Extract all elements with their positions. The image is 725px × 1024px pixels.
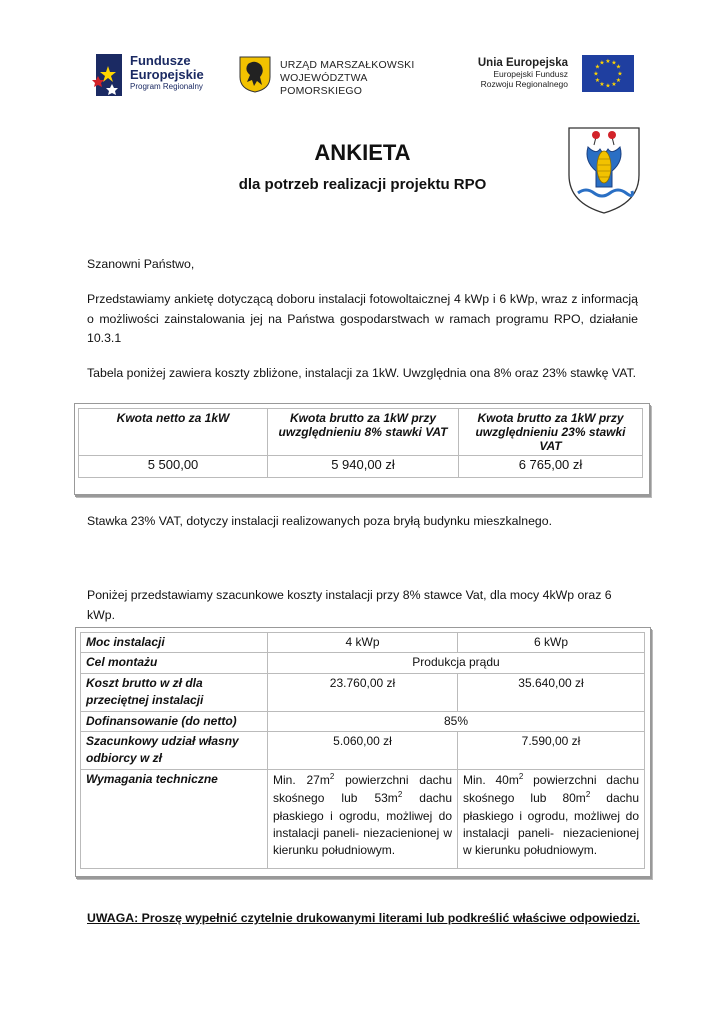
- wymagania-4-value: [268, 769, 458, 868]
- cel-label: Cel montażu: [81, 653, 268, 673]
- svg-text:★: ★: [594, 77, 601, 84]
- dofinansowanie-label: Dofinansowanie (do netto): [81, 711, 268, 731]
- wym6-part-a: Min. 40m: [463, 772, 519, 787]
- municipal-crest-icon: [566, 125, 642, 215]
- moc-4-value: 4 kWp: [268, 633, 458, 653]
- koszt-4-value: 23.760,00 zł: [268, 673, 458, 711]
- svg-text:★: ★: [593, 70, 599, 78]
- udzial-6-value: 7.590,00 zł: [458, 731, 645, 769]
- page-subtitle: dla potrzeb realizacji projektu RPO: [238, 176, 487, 193]
- uwaga-notice: UWAGA: Proszę wypełnić czytelnie drukowanymi literami lub podkreślić właściwe odpowiedzi.: [87, 911, 640, 925]
- table1-header-brutto-8: Kwota brutto za 1kW przy uwzględnieniu 8% stawki VAT: [268, 409, 459, 456]
- ue-logo-line2: Europejski Fundusz: [493, 69, 568, 80]
- wym6-sup-1: 2: [518, 771, 524, 781]
- moc-label: Moc instalacji: [81, 633, 268, 653]
- vat-cost-table: [74, 403, 650, 495]
- urzad-marszalkowski-logo: [238, 55, 448, 98]
- koszt-6-value: 35.640,00 zł: [458, 673, 645, 711]
- eu-flag-icon: [582, 55, 634, 92]
- greeting: Szanowni Państwo,: [87, 257, 195, 271]
- table1-value-brutto-8: 5 940,00 zł: [268, 456, 459, 478]
- table1-note: Tabela poniżej zawiera koszty zbliżone, instalacji za 1kW. Uwzględnia ona 8% oraz 23% stawkę VAT.: [87, 366, 637, 380]
- ue-logo-line3: Rozwoju Regionalnego: [480, 78, 568, 89]
- wym6-sup-2: 2: [585, 790, 591, 800]
- wym4-part-c: dachu płaskiego i ogrodu, możliwej do instalacji paneli- niezacienionej w kierunku południowym.: [273, 791, 452, 858]
- table-row: [81, 653, 645, 673]
- fe-logo-line3: Program Regionalny: [130, 82, 203, 92]
- svg-text:★: ★: [605, 82, 611, 90]
- um-logo-line2: WOJEWÓDZTWA POMORSKIEGO: [280, 72, 367, 98]
- wymagania-label: Wymagania techniczne: [81, 769, 268, 868]
- wym4-sup-1: 2: [329, 771, 335, 781]
- fe-logo-line1: Fundusze: [130, 53, 191, 68]
- svg-text:★: ★: [615, 63, 622, 71]
- wym4-part-a: Min. 27m: [273, 772, 330, 787]
- wym4-sup-2: 2: [397, 790, 403, 800]
- wym4-part-b: powierzchni dachu skośnego lub 53m: [273, 772, 452, 806]
- table-row: [81, 711, 645, 731]
- table-row: [81, 673, 645, 711]
- wym6-part-b: powierzchni dachu skośnego lub 80m: [463, 772, 639, 806]
- table2-note: Poniżej przedstawiamy szacunkowe koszty instalacji przy 8% stawce Vat, dla mocy 4kWp oraz 6 kWp.: [87, 588, 612, 622]
- fe-stars-icon: [92, 52, 126, 98]
- moc-6-value: 6 kWp: [458, 633, 645, 653]
- wym6-part-c: dachu płaskiego i ogrodu, możliwej do instalacji paneli- niezacienionej w kierunku południowym.: [463, 791, 639, 858]
- page-title: ANKIETA: [314, 140, 411, 165]
- ue-logo-line1: Unia Europejska: [477, 57, 568, 69]
- table1-header-netto: Kwota netto za 1kW: [79, 409, 268, 456]
- cel-value: Produkcja prądu: [268, 653, 645, 673]
- table-row: [81, 633, 645, 653]
- fe-logo-line2: Europejskie: [130, 66, 204, 82]
- table1-header-brutto-23: Kwota brutto za 1kW przy uwzględnieniu 23% stawki VAT: [459, 409, 643, 456]
- dofinansowanie-value: 85%: [268, 711, 645, 731]
- table-row: [81, 769, 645, 868]
- svg-text:★: ★: [611, 59, 617, 67]
- koszt-label: Koszt brutto w zł dla przeciętnej instalacji: [81, 673, 268, 711]
- udzial-label: Szacunkowy udział własny odbiorcy w zł: [81, 731, 268, 769]
- pomorskie-griffin-icon: [238, 55, 272, 93]
- table1-value-brutto-23: 6 765,00 zł: [459, 456, 643, 478]
- installation-cost-table: [75, 627, 651, 877]
- vat-note: Stawka 23% VAT, dotyczy instalacji realizowanych poza bryłą budynku mieszkalnego.: [87, 514, 553, 528]
- svg-text:★: ★: [599, 81, 605, 88]
- svg-text:★: ★: [605, 58, 611, 65]
- intro-paragraph: Przedstawiamy ankietę dotyczącą doboru instalacji fotowoltaicznej 4 kWp i 6 kWp, wraz z informacją o możliwości zainstalowania jej na Państwa gospodarstwach w ramach programu RPO, działanie 10.3.1: [87, 292, 638, 346]
- svg-text:★: ★: [594, 63, 601, 71]
- svg-text:★: ★: [611, 81, 617, 88]
- udzial-4-value: 5.060,00 zł: [268, 731, 458, 769]
- table1-value-netto: 5 500,00: [79, 456, 268, 478]
- svg-text:★: ★: [615, 77, 622, 84]
- fundusze-europejskie-logo: [92, 50, 222, 100]
- svg-text:★: ★: [617, 70, 623, 78]
- unia-europejska-logo: [470, 55, 640, 97]
- wymagania-6-value: [458, 769, 645, 868]
- svg-text:★: ★: [599, 59, 605, 67]
- um-logo-line1: URZĄD MARSZAŁKOWSKI: [280, 59, 415, 71]
- table-row: [81, 731, 645, 769]
